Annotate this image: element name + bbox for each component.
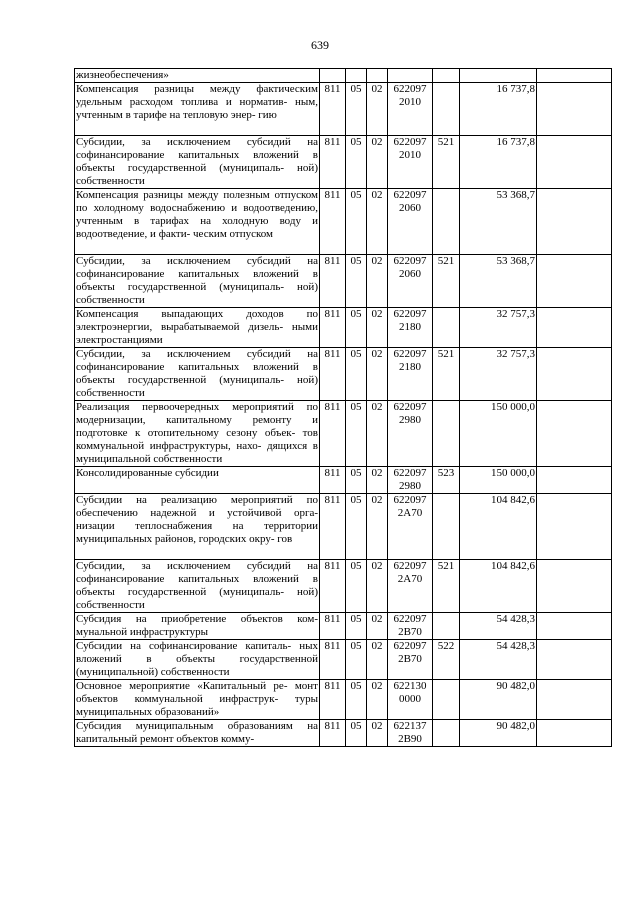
expense-type-cell <box>433 720 460 747</box>
expense-type-cell <box>433 401 460 467</box>
target-article-code: 622097 <box>393 640 427 652</box>
subsection-code-cell: 02 <box>367 308 388 348</box>
target-article-code: 622097 <box>393 494 427 506</box>
table-row <box>75 255 612 308</box>
table-row <box>75 83 612 136</box>
section-code-cell: 05 <box>346 494 367 560</box>
ved-code-cell: 811 <box>320 680 346 720</box>
empty-cell <box>537 69 612 83</box>
amount-cell: 90 482,0 <box>460 720 537 747</box>
target-article-cell <box>388 136 433 189</box>
table-row <box>75 494 612 560</box>
target-article-subcode: 2В90 <box>398 733 422 745</box>
ved-code-cell: 811 <box>320 348 346 401</box>
section-code-cell: 05 <box>346 83 367 136</box>
expense-type-cell <box>433 494 460 560</box>
ved-code-cell: 811 <box>320 560 346 613</box>
empty-cell <box>537 640 612 680</box>
amount-cell: 54 428,3 <box>460 613 537 640</box>
expense-type-cell <box>433 680 460 720</box>
table-row <box>75 308 612 348</box>
section-code-cell: 05 <box>346 136 367 189</box>
amount-cell: 53 368,7 <box>460 189 537 255</box>
page-number: 639 <box>311 38 329 52</box>
subsection-code-cell: 02 <box>367 348 388 401</box>
ved-code-cell: 811 <box>320 308 346 348</box>
target-article-subcode: 2180 <box>399 321 421 333</box>
section-code-cell: 05 <box>346 640 367 680</box>
target-article-cell <box>388 640 433 680</box>
target-article-cell <box>388 83 433 136</box>
section-code-cell: 05 <box>346 308 367 348</box>
amount-cell: 53 368,7 <box>460 255 537 308</box>
section-code-cell: 05 <box>346 401 367 467</box>
amount-cell: 90 482,0 <box>460 680 537 720</box>
ved-code-cell: 811 <box>320 494 346 560</box>
amount-cell: 16 737,8 <box>460 83 537 136</box>
subsection-code-cell <box>367 69 388 83</box>
target-article-cell <box>388 560 433 613</box>
target-article-subcode: 2060 <box>399 202 421 214</box>
target-article-cell <box>388 680 433 720</box>
subsection-code-cell: 02 <box>367 640 388 680</box>
target-article-code: 622097 <box>393 308 427 320</box>
target-article-subcode: 2180 <box>399 361 421 373</box>
target-article-subcode: 2В70 <box>398 653 422 665</box>
subsection-code-cell: 02 <box>367 255 388 308</box>
ved-code-cell: 811 <box>320 189 346 255</box>
expense-type-cell <box>433 83 460 136</box>
expense-type-cell: 523 <box>433 467 460 494</box>
target-article-code: 622097 <box>393 348 427 360</box>
subsection-code-cell: 02 <box>367 680 388 720</box>
target-article-cell <box>388 401 433 467</box>
empty-cell <box>537 255 612 308</box>
expense-type-cell <box>433 308 460 348</box>
ved-code-cell: 811 <box>320 720 346 747</box>
subsection-code-cell: 02 <box>367 136 388 189</box>
table-row <box>75 613 612 640</box>
amount-cell <box>460 69 537 83</box>
subsection-code-cell: 02 <box>367 467 388 494</box>
table-row <box>75 680 612 720</box>
table-row <box>75 560 612 613</box>
section-code-cell: 05 <box>346 720 367 747</box>
target-article-subcode: 2980 <box>399 480 421 492</box>
empty-cell <box>537 189 612 255</box>
subsection-code-cell: 02 <box>367 189 388 255</box>
table-row <box>75 189 612 255</box>
row-name-cell: Субсидии, за исключением субсидий на софинансирование капитальных вложений в объекты государственной (муниципаль- ной) собственности <box>76 136 318 187</box>
target-article-code: 622097 <box>393 189 427 201</box>
row-name-cell: Реализация первоочередных мероприятий по модернизации, капитальному ремонту и подготовке к отопительному сезону объек- тов коммунальной инфраструктуры, нахо- дящихся в муниципальной собственности <box>76 401 318 465</box>
row-name-cell: Субсидии на софинансирование капиталь- ных вложений в объекты государственной (муниципальной) собственности <box>76 640 318 678</box>
section-code-cell: 05 <box>346 467 367 494</box>
target-article-cell <box>388 189 433 255</box>
target-article-subcode: 2010 <box>399 149 421 161</box>
empty-cell <box>537 136 612 189</box>
expense-type-cell <box>433 613 460 640</box>
empty-cell <box>537 560 612 613</box>
empty-cell <box>537 467 612 494</box>
row-name-cell: Субсидии на реализацию мероприятий по обеспечению надежной и устойчивой орга- низации теплоснабжения на территории муниципальных районов, городских окру- гов <box>75 494 320 560</box>
row-name-cell: Субсидии, за исключением субсидий на софинансирование капитальных вложений в объекты государственной (муниципаль- ной) собственности <box>76 255 318 306</box>
empty-cell <box>537 401 612 467</box>
table-row <box>75 348 612 401</box>
ved-code-cell: 811 <box>320 640 346 680</box>
amount-cell: 32 757,3 <box>460 348 537 401</box>
target-article-code: 622097 <box>393 255 427 267</box>
ved-code-cell: 811 <box>320 136 346 189</box>
amount-cell: 54 428,3 <box>460 640 537 680</box>
target-article-cell <box>388 494 433 560</box>
empty-cell <box>537 720 612 747</box>
budget-table-body <box>75 69 612 747</box>
section-code-cell: 05 <box>346 255 367 308</box>
target-article-subcode: 2060 <box>399 268 421 280</box>
table-row <box>75 720 612 747</box>
amount-cell: 16 737,8 <box>460 136 537 189</box>
target-article-cell <box>388 467 433 494</box>
row-name-cell: жизнеобеспечения» <box>75 69 320 83</box>
target-article-subcode: 2980 <box>399 414 421 426</box>
section-code-cell: 05 <box>346 348 367 401</box>
amount-cell: 150 000,0 <box>460 467 537 494</box>
section-code-cell: 05 <box>346 189 367 255</box>
table-row <box>75 467 612 494</box>
ved-code-cell: 811 <box>320 467 346 494</box>
ved-code-cell <box>320 69 346 83</box>
expense-type-cell: 521 <box>433 255 460 308</box>
row-name-cell: Субсидии, за исключением субсидий на софинансирование капитальных вложений в объекты государственной (муниципаль- ной) собственности <box>76 560 318 611</box>
target-article-cell <box>388 69 433 83</box>
target-article-code: 622137 <box>393 720 427 732</box>
amount-cell: 104 842,6 <box>460 494 537 560</box>
target-article-code: 622097 <box>393 613 427 625</box>
target-article-cell <box>388 613 433 640</box>
empty-cell <box>537 308 612 348</box>
table-row <box>75 136 612 189</box>
target-article-cell <box>388 255 433 308</box>
row-name-cell: Компенсация выпадающих доходов по электроэнергии, вырабатываемой дизель- ными электростанциями <box>76 308 318 346</box>
target-article-code: 622097 <box>393 467 427 479</box>
target-article-code: 622097 <box>393 136 427 148</box>
amount-cell: 150 000,0 <box>460 401 537 467</box>
ved-code-cell: 811 <box>320 255 346 308</box>
target-article-cell <box>388 720 433 747</box>
row-name-cell: Субсидии, за исключением субсидий на софинансирование капитальных вложений в объекты государственной (муниципаль- ной) собственности <box>76 348 318 399</box>
ved-code-cell: 811 <box>320 83 346 136</box>
ved-code-cell: 811 <box>320 613 346 640</box>
empty-cell <box>537 613 612 640</box>
empty-cell <box>537 348 612 401</box>
row-name-cell: Основное мероприятие «Капитальный ре- монт объектов коммунальной инфраструк- туры муниципальных образований» <box>76 680 318 718</box>
target-article-subcode: 2В70 <box>398 626 422 638</box>
subsection-code-cell: 02 <box>367 613 388 640</box>
target-article-code: 622130 <box>393 680 427 692</box>
target-article-subcode: 0000 <box>399 693 421 705</box>
ved-code-cell: 811 <box>320 401 346 467</box>
target-article-subcode: 2010 <box>399 96 421 108</box>
amount-cell: 32 757,3 <box>460 308 537 348</box>
subsection-code-cell: 02 <box>367 401 388 467</box>
target-article-subcode: 2А70 <box>397 573 423 585</box>
row-name-cell: Компенсация разницы между фактическим удельным расходом топлива и норматив- ным, учтенным в тарифе на тепловую энер- гию <box>75 83 320 136</box>
section-code-cell <box>346 69 367 83</box>
budget-table <box>74 68 612 747</box>
target-article-cell <box>388 308 433 348</box>
expense-type-cell: 521 <box>433 136 460 189</box>
subsection-code-cell: 02 <box>367 83 388 136</box>
row-name-cell: Субсидия на приобретение объектов ком- мунальной инфраструктуры <box>76 613 318 638</box>
target-article-code: 622097 <box>393 401 427 413</box>
row-name-cell: Компенсация разницы между полезным отпуском по холодному водоснабжению и водоотведению, учтенным в тарифах на холодную воду и водоотведение, и факти- ческим отпуском <box>75 189 320 255</box>
target-article-cell <box>388 348 433 401</box>
section-code-cell: 05 <box>346 560 367 613</box>
table-row <box>75 69 612 83</box>
row-name-cell: Субсидия муниципальным образованиям на капитальный ремонт объектов комму- <box>76 720 318 745</box>
row-name-cell: Консолидированные субсидии <box>75 467 320 494</box>
subsection-code-cell: 02 <box>367 494 388 560</box>
subsection-code-cell: 02 <box>367 720 388 747</box>
amount-cell: 104 842,6 <box>460 560 537 613</box>
section-code-cell: 05 <box>346 613 367 640</box>
empty-cell <box>537 680 612 720</box>
expense-type-cell: 522 <box>433 640 460 680</box>
expense-type-cell: 521 <box>433 348 460 401</box>
table-row <box>75 401 612 467</box>
target-article-code: 622097 <box>393 83 427 95</box>
empty-cell <box>537 494 612 560</box>
expense-type-cell: 521 <box>433 560 460 613</box>
section-code-cell: 05 <box>346 680 367 720</box>
table-row <box>75 640 612 680</box>
subsection-code-cell: 02 <box>367 560 388 613</box>
expense-type-cell <box>433 69 460 83</box>
expense-type-cell <box>433 189 460 255</box>
target-article-code: 622097 <box>393 560 427 572</box>
target-article-subcode: 2А70 <box>397 507 423 519</box>
empty-cell <box>537 83 612 136</box>
